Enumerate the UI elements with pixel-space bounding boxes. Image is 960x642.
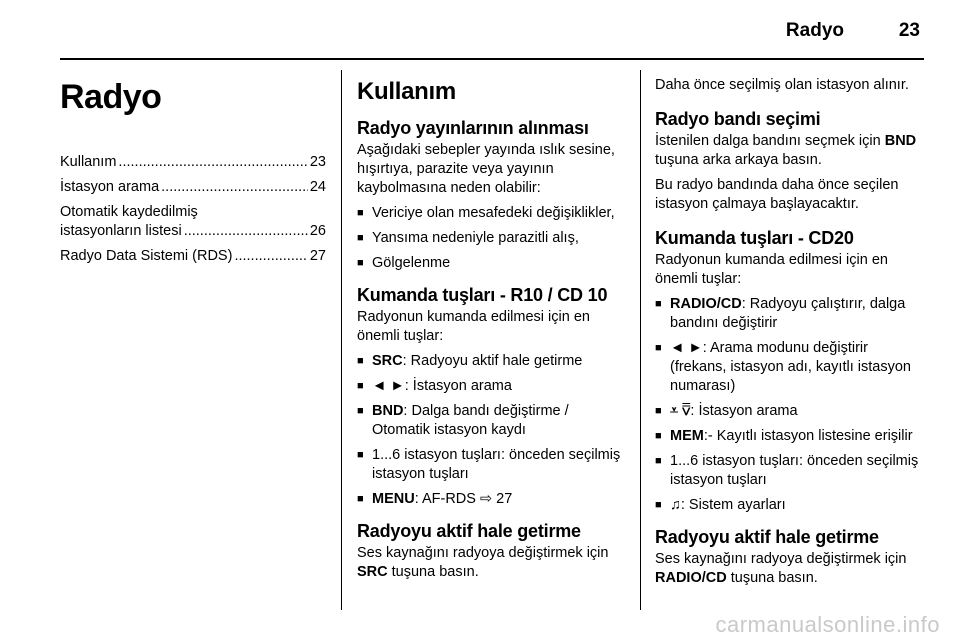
key-description: : AF-RDS ⇨ 27	[414, 491, 513, 507]
key-label: MENU	[372, 491, 415, 507]
column-divider-2	[640, 70, 641, 610]
toc-label: istasyonların listesi	[60, 223, 182, 239]
key-description: : İstasyon arama	[690, 403, 798, 419]
column-band	[655, 72, 927, 594]
toc-entry[interactable]	[60, 153, 326, 172]
key-label: BND	[884, 133, 917, 149]
toc-leader	[161, 178, 308, 197]
list-item	[357, 446, 627, 484]
text-segment: Ses kaynağını radyoya değiştirmek için	[655, 551, 907, 567]
list-item	[655, 496, 927, 515]
controls-text: Radyonun kumanda edilmesi için en önemli tuşlar:	[357, 309, 590, 344]
list-item	[357, 490, 627, 509]
controls-text: Radyonun kumanda edilmesi için en önemli tuşlar:	[655, 252, 888, 287]
key-description: : Radyoyu çalıştırır, dalga bandını değiştirir	[670, 296, 906, 331]
key-label: ◄ ►	[670, 340, 703, 356]
key-label: RADIO/CD	[655, 570, 727, 586]
reception-list	[357, 204, 627, 273]
toc-page: 24	[309, 179, 326, 195]
toc-label-line2	[60, 222, 326, 241]
list-item	[655, 402, 927, 421]
controls-list	[357, 352, 627, 509]
text-segment: tuşuna arka arkaya basın.	[655, 152, 822, 168]
activate-heading: Radyoyu aktif hale getirme	[655, 527, 879, 547]
toc-leader	[184, 222, 308, 241]
band-text-2: Bu radyo bandında daha önce seçilen istasyon çalmaya başlayacaktır.	[655, 177, 899, 212]
key-description: : İstasyon arama	[404, 378, 512, 394]
toc-label-line1: Otomatik kaydedilmiş	[60, 204, 198, 220]
controls-list	[655, 295, 927, 515]
key-label: ♫	[670, 497, 681, 513]
reception-heading: Radyo yayınlarının alınması	[357, 118, 589, 138]
watermark: carmanualsonline.info	[715, 612, 940, 637]
toc-page: 27	[309, 248, 326, 264]
list-item: ■ Yansıma nedeniyle parazitli alış,	[357, 229, 627, 248]
key-label: MEM	[670, 428, 704, 444]
key-description: :- Kayıtlı istasyon listesine erişilir	[703, 428, 913, 444]
toc-label: Kullanım	[60, 154, 117, 170]
key-description: 1...6 istasyon tuşları: önceden seçilmiş istasyon tuşları	[670, 453, 919, 488]
column-usage	[357, 72, 627, 588]
controls-heading: Kumanda tuşları - CD20	[655, 228, 854, 248]
band-heading: Radyo bandı seçimi	[655, 109, 821, 129]
controls-heading: Kumanda tuşları - R10 / CD 10	[357, 285, 608, 305]
list-item	[655, 427, 927, 446]
toc-page: 23	[309, 154, 326, 170]
key-description: 1...6 istasyon tuşları: önceden seçilmiş istasyon tuşları	[372, 447, 621, 482]
text-segment: İstenilen dalga bandını seçmek için	[655, 133, 885, 149]
key-description: : Radyoyu aktif hale getirme	[402, 353, 583, 369]
activate-text	[655, 550, 927, 588]
usage-heading: Kullanım	[357, 78, 456, 105]
list-item	[357, 377, 627, 396]
toc-entry[interactable]	[60, 178, 326, 197]
chapter-title: Radyo	[785, 20, 844, 41]
key-label: ◄ ►	[372, 378, 405, 394]
key-label: BND	[372, 403, 404, 419]
key-description: : Sistem ayarları	[680, 497, 786, 513]
key-label: RADIO/CD	[670, 296, 742, 312]
text-segment: tuşuna basın.	[387, 564, 479, 580]
list-item	[357, 402, 627, 440]
list-item	[655, 452, 927, 490]
toc-entry[interactable]	[60, 203, 326, 241]
list-item	[357, 352, 627, 371]
list-item: ■ Vericiye olan mesafedeki değişiklikler,	[357, 204, 627, 223]
toc-entry[interactable]	[60, 247, 326, 266]
page-header	[60, 0, 924, 60]
toc-label: Radyo Data Sistemi (RDS)	[60, 248, 233, 264]
activate-text	[357, 544, 627, 582]
toc-leader	[234, 247, 307, 266]
list-item	[655, 295, 927, 333]
reception-text: Aşağıdaki sebepler yayında ıslık sesine, hışırtıya, parazite veya yayının kaybolmasına neden olabilir:	[357, 142, 615, 196]
text-segment: tuşuna basın.	[726, 570, 818, 586]
intro-text: Daha önce seçilmiş olan istasyon alınır.	[655, 77, 909, 93]
key-label: SRC	[372, 353, 403, 369]
key-description: : Dalga bandı değiştirme / Otomatik istasyon kaydı	[372, 403, 569, 438]
section-title: Radyo	[60, 78, 162, 116]
key-label: SRC	[357, 564, 388, 580]
toc-leader	[118, 153, 307, 172]
activate-heading: Radyoyu aktif hale getirme	[357, 521, 581, 541]
page-number: 23	[898, 20, 920, 41]
toc-label: İstasyon arama	[60, 179, 160, 195]
text-segment: Ses kaynağını radyoya değiştirmek için	[357, 545, 609, 561]
key-description: : Arama modunu değiştirir (frekans, istasyon adı, kayıtlı istasyon numarası)	[670, 340, 911, 394]
list-item: ■ Gölgelenme	[357, 254, 627, 273]
band-text	[655, 132, 927, 170]
toc-page: 26	[309, 223, 326, 239]
list-item	[655, 339, 927, 396]
column-divider-1	[341, 70, 342, 610]
key-label: ⩡ ⩢	[670, 403, 691, 419]
column-toc	[60, 72, 326, 272]
